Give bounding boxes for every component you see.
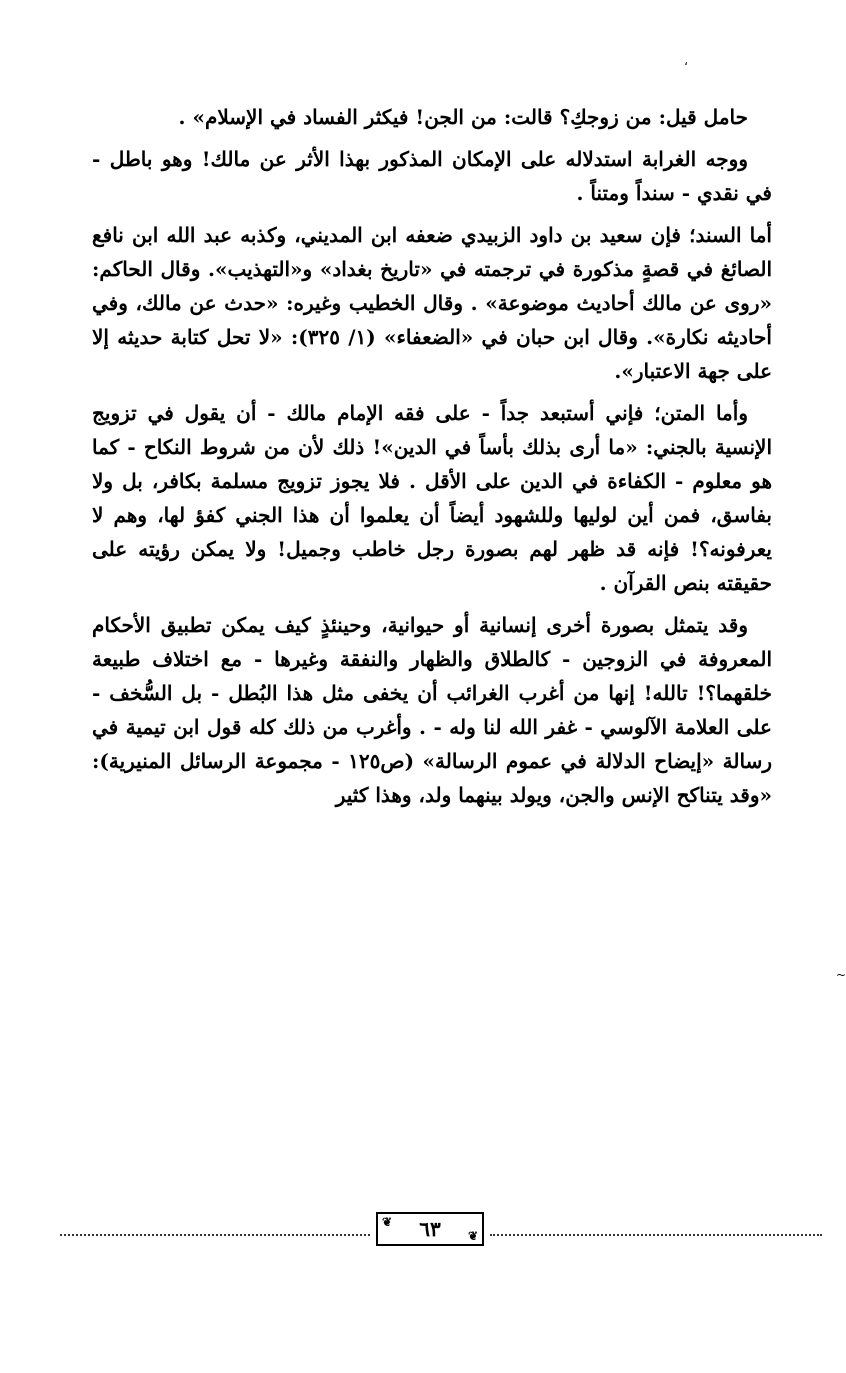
ornament-icon: ❦ [467, 1229, 478, 1243]
edge-mark: ~ [836, 968, 846, 982]
page-number: ٦٣ [419, 1217, 441, 1241]
stray-mark: ، [684, 54, 688, 68]
ornament-icon: ❦ [382, 1215, 393, 1229]
paragraph-4: وأما المتن؛ فإني أستبعد جداً - على فقه الإمام مالك - أن يقول في تزويج الإنسية بالجني: «ما أرى بذلك بأساً في الدين»! ذلك لأن من شروط النكاح - كما هو معلوم - الكفاءة في الدين على الأقل . فلا يجوز تزويج مسلمة بكافر، بل ولا بفاسق، فمن أين لوليها وللشهود أيضاً أن يعلموا أن هذا الجني كفؤ لها، وهم لا يعرفونه؟! فإنه قد ظهر لهم بصورة رجل خاطب وجميل! ولا يمكن رؤيته على حقيقته بنص القرآن . [92, 401, 772, 595]
page-number-frame [376, 1212, 484, 1246]
footer-dotted-rule-left [60, 1234, 370, 1236]
paragraph-2: ووجه الغرابة استدلاله على الإمكان المذكور بهذا الأثر عن مالك! وهو باطل - في نقدي - سنداً ومتناً . [92, 147, 772, 205]
footer-dotted-rule-right [490, 1234, 822, 1236]
paragraph-5: وقد يتمثل بصورة أخرى إنسانية أو حيوانية، وحينئذٍ كيف يمكن تطبيق الأحكام المعروفة في الزوجين - كالطلاق والظهار والنفقة وغيرها - مع اختلاف طبيعة خلقهما؟! تالله! إنها من أغرب الغرائب أن يخفى مثل هذا البُطل - بل السُّخف - على العلامة الآلوسي - غفر الله لنا وله - . وأغرب من ذلك كله قول ابن تيمية في رسالة «إيضاح الدلالة في عموم الرسالة» (ص١٢٥ - مجموعة الرسائل المنيرية): «وقد يتناكح الإنس والجن، ويولد بينهما ولد، وهذا كثير [92, 613, 772, 807]
paragraph-3: أما السند؛ فإن سعيد بن داود الزبيدي ضعفه ابن المديني، وكذبه عبد الله ابن نافع الصائغ في قصةٍ مذكورة في ترجمته في «تاريخ بغداد» و«التهذيب». وقال الحاكم: «روى عن مالك أحاديث موضوعة» . وقال الخطيب وغيره: «حدث عن مالك، وفي أحاديثه نكارة». وقال ابن حبان في «الضعفاء» (١/ ٣٢٥): «لا تحل كتابة حديثه إلا على جهة الاعتبار». [92, 223, 772, 383]
page-body-text [92, 100, 772, 812]
page-footer [60, 1212, 822, 1252]
paragraph-1: حامل قيل: من زوجكِ؟ قالت: من الجن! فيكثر الفساد في الإسلام» . [178, 105, 748, 129]
